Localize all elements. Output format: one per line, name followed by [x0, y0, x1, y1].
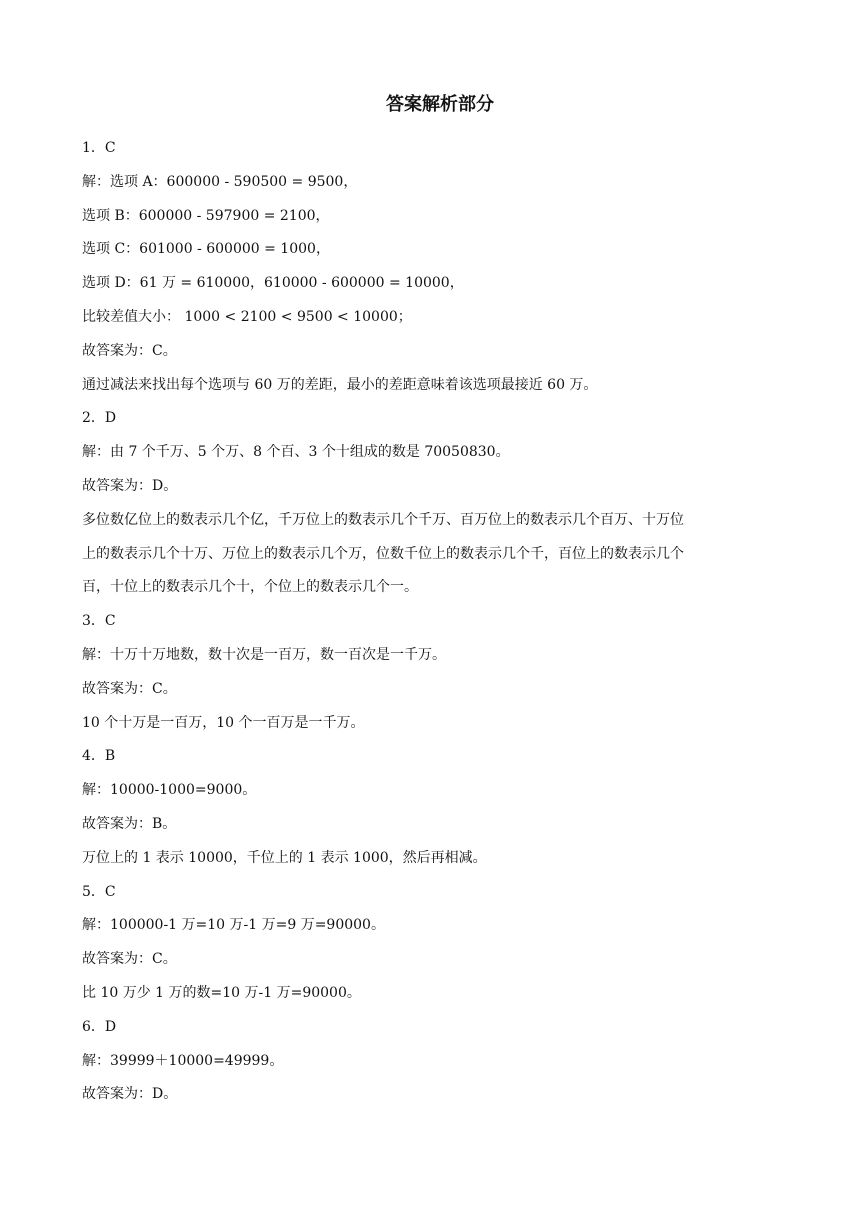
question-4-final-answer: 故答案为：B。 [82, 815, 177, 832]
question-4-explanation: 万位上的 1 表示 10000，千位上的 1 表示 1000，然后再相减。 [82, 849, 487, 866]
question-1-answer: 1．C [82, 140, 116, 156]
page-title: 答案解析部分 [386, 94, 494, 115]
question-2-explanation-line-3: 百，十位上的数表示几个十，个位上的数表示几个一。 [82, 579, 418, 596]
question-1-final-answer: 故答案为：C。 [82, 342, 177, 359]
question-1-solution-b: 选项 B：600000 - 597900 = 2100， [82, 207, 330, 224]
question-2-final-answer: 故答案为：D。 [82, 477, 178, 494]
question-1-solution: 解：选项 A：600000 - 590500 = 9500， [82, 173, 358, 190]
question-1-solution-d: 选项 D：61 万 = 610000，610000 - 600000 = 10000， [82, 275, 464, 292]
question-6-answer: 6．D [82, 1018, 117, 1035]
question-6-final-answer: 故答案为：D。 [82, 1086, 178, 1103]
question-5-solution: 解：100000-1 万=10 万-1 万=9 万=90000。 [82, 917, 385, 934]
question-4-answer: 4．B [82, 748, 116, 765]
question-6-solution: 解：39999＋10000=49999。 [82, 1052, 284, 1069]
question-1-explanation: 通过减法来找出每个选项与 60 万的差距，最小的差距意味着该选项最接近 60 万。 [82, 376, 598, 393]
question-4-solution: 解：10000-1000=9000。 [82, 782, 257, 799]
question-3-solution: 解：十万十万地数，数十次是一百万，数一百次是一千万。 [82, 646, 446, 663]
question-2-solution: 解：由 7 个千万、5 个万、8 个百、3 个十组成的数是 70050830。 [82, 444, 510, 461]
question-3-final-answer: 故答案为：C。 [82, 680, 177, 697]
question-1-solution-c: 选项 C：601000 - 600000 = 1000， [82, 241, 330, 258]
question-1-comparison: 比较差值大小： 1000 < 2100 < 9500 < 10000； [82, 308, 412, 325]
question-5-explanation: 比 10 万少 1 万的数=10 万-1 万=90000。 [82, 984, 361, 1001]
question-3-answer: 3．C [82, 613, 116, 630]
question-5-final-answer: 故答案为：C。 [82, 951, 177, 968]
question-5-answer: 5．C [82, 883, 116, 900]
question-2-answer: 2．D [82, 410, 117, 427]
question-2-explanation-line-2: 上的数表示几个十万、万位上的数表示几个万，位数千位上的数表示几个千，百位上的数表示几个 [82, 545, 684, 562]
question-2-explanation-line-1: 多位数亿位上的数表示几个亿，千万位上的数表示几个千万、百万位上的数表示几个百万、十万位 [82, 511, 684, 528]
question-3-explanation: 10 个十万是一百万，10 个一百万是一千万。 [82, 714, 365, 731]
